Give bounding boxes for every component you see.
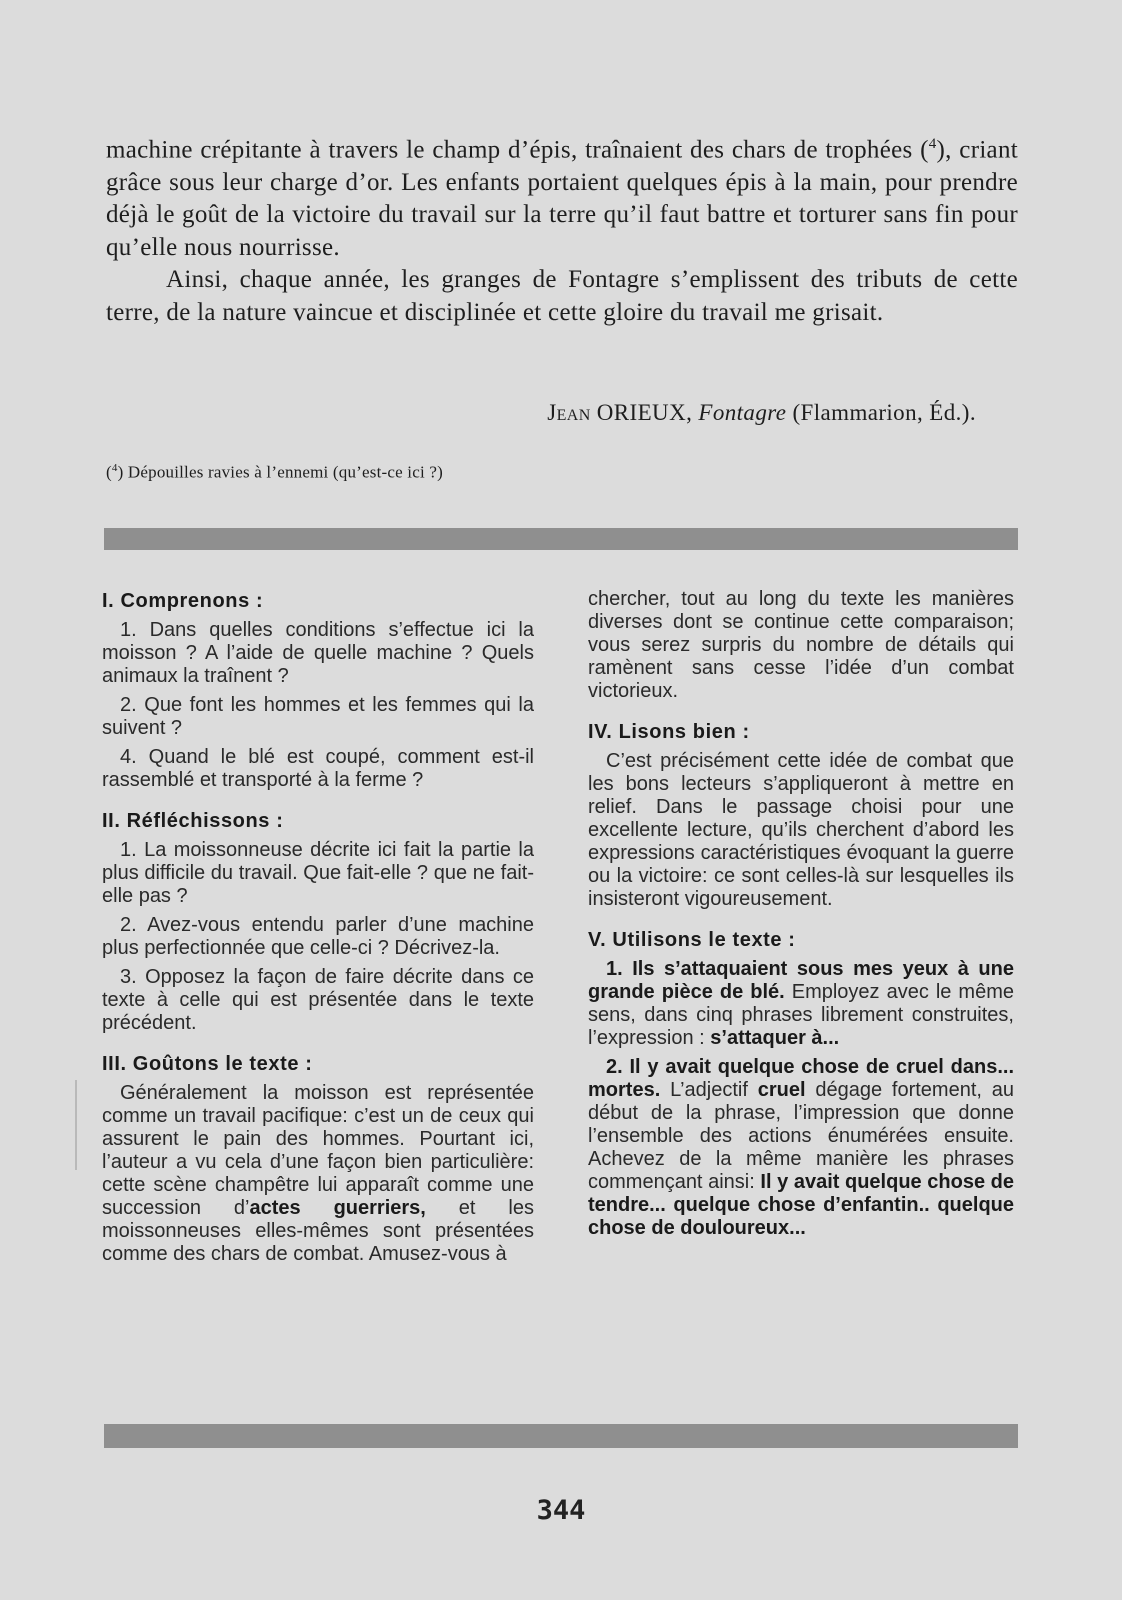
emphasis-text: s’attaquer à...	[710, 1027, 840, 1049]
emphasis-text: cruel	[757, 1079, 806, 1101]
exercises-left-column	[102, 590, 534, 1284]
section-text	[102, 1082, 534, 1266]
excerpt-paragraph-1	[106, 128, 1018, 264]
question	[588, 958, 1014, 1050]
excerpt-paragraph-2: Ainsi, chaque année, les granges de Fontagre s’emplissent des tributs de cette terre, de la nature vaincue et disciplinée et cette gloire du travail me grisait.	[106, 266, 1018, 326]
emphasis-text: actes guerriers,	[249, 1197, 426, 1219]
emphasis-text: 1. Ils s’attaquaient sous mes yeux à une grande pièce de blé.	[588, 958, 1014, 1003]
text-run: Généralement la moisson est représentée comme un travail pacifique: c’est un de ceux qui assurent le pain des hommes. Pourtant ici, l’auteur a vu cela d’une façon bien particulière: cette scène champêtre lui apparaît comme une succession d’	[102, 1082, 534, 1219]
attribution	[106, 400, 976, 426]
section-goutons-continued	[588, 588, 1014, 703]
footnote-reference: 4	[928, 136, 937, 152]
section-text: C’est précisément cette idée de combat que les bons lecteurs s’appliqueront à mettre en relief. Dans le passage choisi pour une excellente lecture, qu’ils cherchent d’abord les expressions caractéristiques évoquant la guerre ou la victoire: ce sont celles-là sur lesquelles ils insisteront vigoureusement.	[588, 750, 1014, 910]
footnote-marker: 4	[111, 462, 118, 474]
question: 2. Avez-vous entendu parler d’une machine plus perfectionnée que celle-ci ? Décrivez-la.	[102, 914, 534, 959]
top-divider-bar	[104, 528, 1018, 550]
question	[588, 1056, 1014, 1240]
publisher: (Flammarion, Éd.).	[792, 400, 976, 425]
text-run: L’adjectif	[660, 1079, 758, 1101]
footnote-text: Dépouilles ravies à l’ennemi (qu’est-ce ici ?)	[127, 462, 443, 482]
question: 1. La moissonneuse décrite ici fait la partie la plus difficile du travail. Que fait-elle ? que ne fait-elle pas ?	[102, 839, 534, 907]
exercises-right-column	[588, 588, 1014, 1258]
literary-excerpt	[106, 128, 1018, 329]
section-goutons	[102, 1053, 534, 1266]
section-heading: V. Utilisons le texte :	[588, 929, 796, 951]
text-run: dégage fortement, au début de la phrase, l’impression que donne l’ensemble des actions énumérées ensuite. Achevez de la même manière les phrases commençant ainsi:	[588, 1079, 1014, 1193]
text-run: Employez avec le même sens, dans cinq phrases librement construites, l’expression :	[588, 981, 1014, 1049]
section-heading: I. Comprenons :	[102, 590, 264, 612]
section-text: chercher, tout au long du texte les manières diverses dont se continue cette comparaison; vous serez surpris du nombre de détails qui ramènent sans cesse l’idée d’un combat victorieux.	[588, 588, 1014, 702]
section-heading: III. Goûtons le texte :	[102, 1053, 313, 1075]
excerpt-text: ), criant grâce sous leur charge d’or. Les enfants portaient quelques épis à la main, pour prendre déjà le goût de la victoire du travail sur la terre qu’il faut battre et torturer sans fin pour qu’elle nous nourrisse.	[106, 136, 1019, 261]
footnote: ($^4$) Dépouilles ravies à l’ennemi (qu’est-ce ici ?)	[106, 462, 443, 482]
bottom-divider-bar	[104, 1424, 1018, 1448]
section-lisons	[588, 721, 1014, 911]
question: 4. Quand le blé est coupé, comment est-il rassemblé et transporté à la ferme ?	[102, 746, 534, 791]
author-name: Jean ORIEUX,	[547, 400, 693, 425]
section-utilisons	[588, 929, 1014, 1240]
section-comprenons	[102, 590, 534, 792]
excerpt-text: machine crépitante à travers le champ d’épis, traînaient des chars de trophées (	[106, 136, 929, 164]
page-number: 344	[536, 1495, 586, 1526]
margin-mark	[75, 1080, 77, 1170]
question: 2. Que font les hommes et les femmes qui la suivent ?	[102, 694, 534, 739]
text-run: et les moissonneuses elles-mêmes sont présentées comme des chars de combat. Amusez-vous à	[102, 1197, 534, 1265]
emphasis-text: 2. Il y avait quelque chose de cruel dans... mortes.	[588, 1056, 1014, 1101]
work-title: Fontagre	[698, 400, 787, 425]
section-heading: II. Réfléchissons :	[102, 810, 284, 832]
section-reflechissons	[102, 810, 534, 1035]
question: 3. Opposez la façon de faire décrite dans ce texte à celle qui est présentée dans le texte précédent.	[102, 966, 534, 1034]
emphasis-text: Il y avait quelque chose de tendre... quelque chose d’enfantin.. quelque chose de douloureux...	[588, 1171, 1015, 1239]
question: 1. Dans quelles conditions s’effectue ici la moisson ? A l’aide de quelle machine ? Quels animaux la traînent ?	[102, 619, 534, 687]
section-heading: IV. Lisons bien :	[588, 721, 750, 743]
